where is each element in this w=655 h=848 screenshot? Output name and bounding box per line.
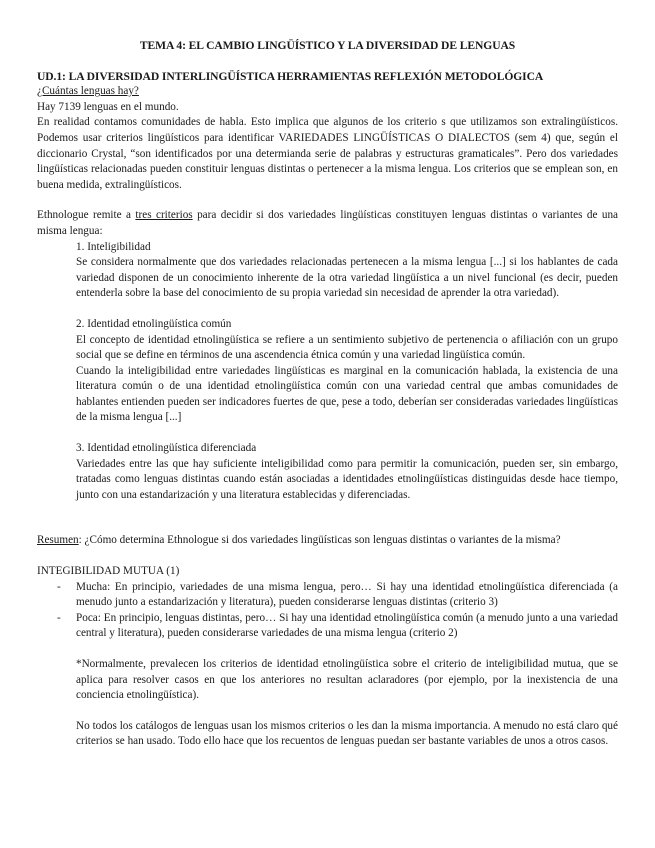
ethnologue-paragraph — [37, 208, 618, 239]
criterion-1-text: Se considera normalmente que dos variedades relacionadas pertenecen a la misma lengua [...] si los hablantes de cada variedad disponen de un conocimiento inherente de la otra variedad lingüística a un nivel funcional (es decir, pueden entenderla sobre la base del conocimiento de su propia variedad sin necesidad de aprender la otra variedad). — [76, 256, 618, 300]
criterion-2-heading: 2. Identidad etnolingüística común — [76, 317, 232, 330]
criterion-3-heading: 3. Identidad etnolingüística diferenciada — [76, 442, 257, 455]
language-count: Hay 7139 lenguas en el mundo. — [37, 100, 179, 113]
bullet-text: Poca: En principio, lenguas distintas, pero… Si hay una identidad etnolingüística común (a menudo junto a una variedad central y literatura), pueden considerarse variedades de una misma lengua (criterio 2) — [76, 611, 618, 640]
mutual-intelligibility-heading: INTEGIBILIDAD MUTUA (1) — [37, 565, 180, 578]
bullet-text: Mucha: En principio, variedades de una misma lengua, pero… Si hay una identidad etnolingüística diferenciada (a menudo junto a estandarización y literatura), pueden considerarse lenguas distintas (criterio 3) — [76, 580, 618, 609]
summary-text: : ¿Cómo determina Ethnologue si dos variedades lingüísticas son lenguas distintas o variantes de la misma? — [78, 534, 561, 547]
criterion-1-heading: 1. Inteligibilidad — [76, 240, 151, 253]
bullet-poca — [57, 611, 618, 642]
document-title: TEMA 4: EL CAMBIO LINGÜÍSTICO Y LA DIVERSIDAD DE LENGUAS — [139, 39, 516, 52]
criteria-note: *Normalmente, prevalecen los criterios de identidad etnolingüística sobre el criterio de inteligibilidad mutua, que se aplica para resolver casos en que los anteriores no resultan aclaradores (por ejemplo, por la inexistencia de una conciencia etnolingüística). — [76, 658, 618, 702]
ethnologue-pre: Ethnologue remite a — [37, 209, 136, 222]
criteria-link: tres criterios — [135, 209, 193, 222]
unit-heading: UD.1: LA DIVERSIDAD INTERLINGÜÍSTICA HERRAMIENTAS REFLEXIÓN METODOLÓGICA — [37, 69, 544, 83]
bullet-marker: - — [57, 611, 61, 624]
bullet-mucha — [57, 580, 618, 611]
bullet-marker: - — [57, 580, 61, 593]
question-heading: ¿Cuántas lenguas hay? — [37, 85, 139, 98]
criterion-2-text-2: Cuando la inteligibilidad entre variedades lingüísticas es marginal en la comunicación hablada, la existencia de una literatura común o de una identidad etnolingüística común con una variedad central que ambas comunidades de hablantes entienden pueden ser indicadores fuertes de que, pese a todo, deberían ser consideradas variedades lingüísticas de la misma lengua [...] — [76, 364, 618, 424]
criterion-2-text-1: El concepto de identidad etnolingüística se refiere a un sentimiento subjetivo de pertenencia o afiliación con un grupo social que se define en términos de una ascendencia étnica común y una variedad lingüística común. — [76, 333, 618, 362]
summary-label: Resumen — [37, 534, 79, 547]
ethnologue-post: para decidir si dos variedades lingüísticas constituyen lenguas distintas o variantes de una misma lengua: — [37, 209, 618, 237]
intro-paragraph: En realidad contamos comunidades de habla. Esto implica que algunos de los criterio s que utilizamos son extralingüísticos. Podemos usar criterios lingüísticos para identificar VARIEDADES LINGÜÍSTICAS O DIALECTOS (sem 4) que, según el diccionario Crystal, “son identificados por una determianda serie de palabras y estructuras gramaticales”. Pero dos variedades lingüísticas relacionadas pueden constituir lenguas distintas o pertenecer a la misma lengua. Los criterios que se emplean son, en buena medida, extralingüísticos. — [37, 116, 618, 191]
summary-line — [37, 533, 618, 549]
closing-paragraph: No todos los catálogos de lenguas usan los mismos criterios o les dan la misma importancia. A menudo no está claro qué criterios se han usado. Todo ello hace que los recuentos de lenguas puedan ser bastante variables de unos a otros casos. — [76, 719, 618, 748]
criterion-3-text: Variedades entre las que hay suficiente inteligibilidad como para permitir la comunicación, pueden ser, sin embargo, tratadas como lenguas distintas cuando están asociadas a identidades etnolingüísticas distinguidas desde hace tiempo, junto con una estandarización y una literatura establecidas y diferenciadas. — [76, 457, 618, 501]
